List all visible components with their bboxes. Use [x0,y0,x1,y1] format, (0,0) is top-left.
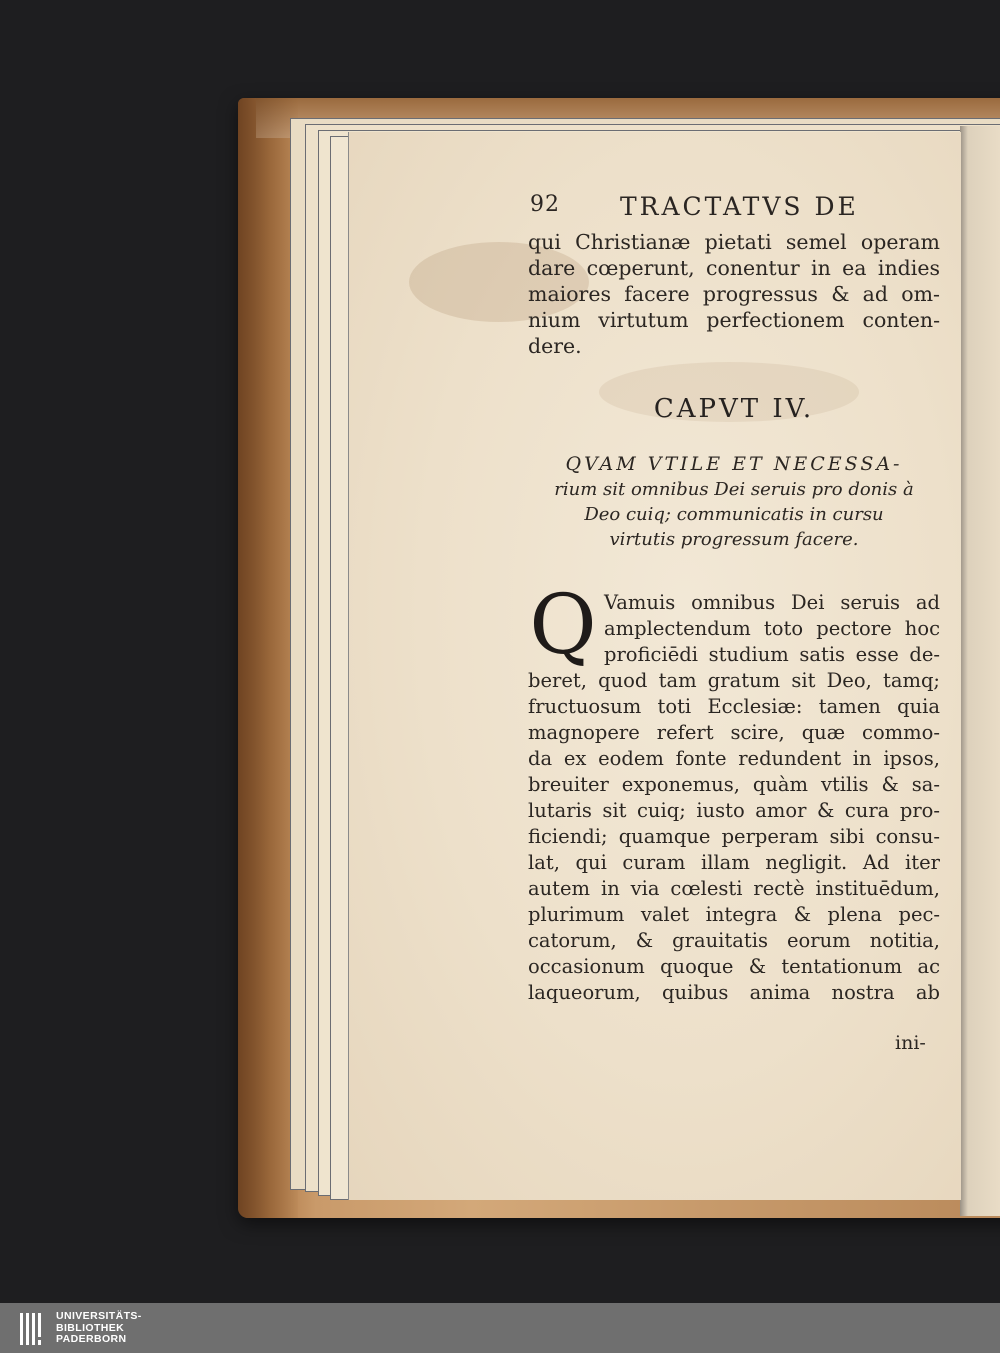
library-name [56,1311,142,1346]
text-line: proficiēdi studium satis esse de- [604,643,940,666]
text-line: laqueorum, quibus anima nostra ab [528,981,940,1004]
library-name-line: BIBLIOTHEK [56,1321,125,1334]
text-line: autem in via cœlesti rectè instituēdum, [528,877,940,900]
facing-page-edge [960,126,1000,1216]
text-line: dare cœperunt, conentur in ea indies [528,256,940,280]
body-text [528,578,940,1006]
text-line: beret, quod tam gratum sit Deo, tamq; [528,669,940,692]
drop-cap: Q [529,578,597,673]
text-line: Vamuis omnibus Dei seruis ad [604,591,940,614]
text-line: occasionum quoque & tentationum ac [528,955,940,978]
text-line: magnopere refert scire, quæ commo- [528,721,940,744]
page-number: 92 [530,192,560,217]
text-line: nium virtutum perfectionem conten- [528,308,940,332]
text-line: da ex eodem fonte redundent in ipsos, [528,747,940,770]
text-line: amplectendum toto pectore hoc [604,617,940,640]
text-line: dere. [528,334,582,358]
text-line: plurimum valet integra & plena pec- [528,903,940,926]
chapter-title: CAPVT IV. [653,394,815,424]
text-line: maiores facere progressus & ad om- [528,282,940,306]
text-line: breuiter exponemus, quàm vtilis & sa- [528,773,940,796]
text-line: lat, qui curam illam negligit. Ad iter [528,851,940,874]
text-line: fructuosum toti Ecclesiæ: tamen quia [528,695,940,718]
running-head: TRACTATVS DE [620,192,859,221]
subtitle-line: virtutis progressum facere. [609,529,859,550]
subtitle-line: Deo cuiq; communicatis in cursu [584,504,884,525]
text-line: qui Christianæ pietati semel operam [528,230,940,254]
library-logo [20,1311,170,1347]
subtitle-line: QVAM VTILE ET NECESSA- [565,453,903,475]
text-line: ficiendi; quamque perperam sibi consu- [528,825,940,848]
text-line: catorum, & grauitatis eorum notitia, [528,929,940,952]
catchword: ini- [895,1032,926,1054]
text-line: lutaris sit cuiq; iusto amor & cura pro- [528,799,940,822]
chapter-subtitle [528,452,940,552]
footer-bar [0,1303,1000,1353]
continuation-text [528,229,940,359]
subtitle-line: rium sit omnibus Dei seruis pro donis à [554,479,914,500]
library-logo-icon [20,1313,50,1345]
library-name-line: UNIVERSITÄTS- [56,1310,142,1322]
library-name-line: PADERBORN [56,1333,127,1345]
book-spine [238,98,298,1218]
